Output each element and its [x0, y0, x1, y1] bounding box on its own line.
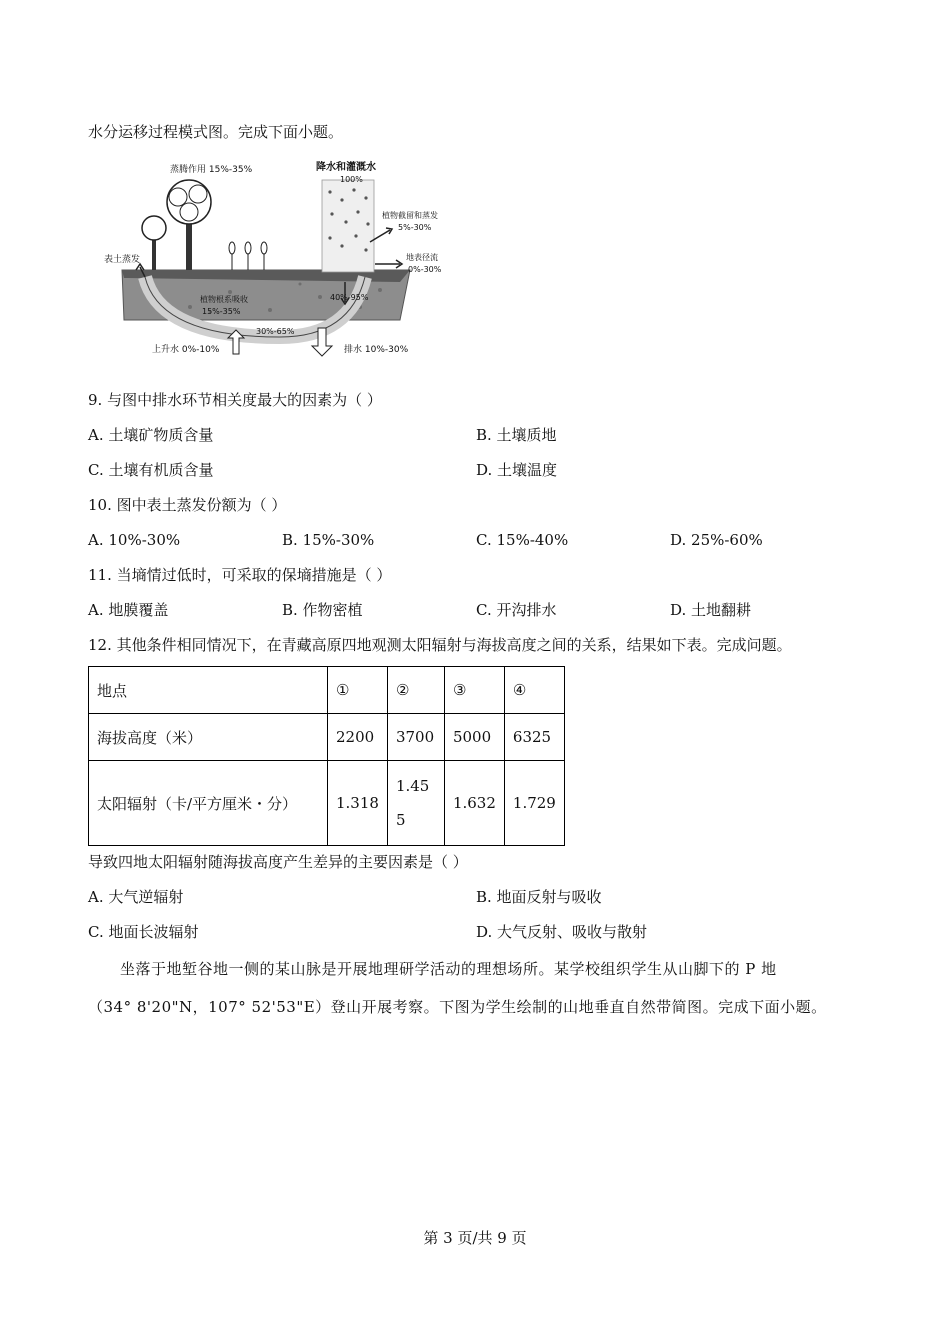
label-transpiration: 蒸腾作用 15%-35% [170, 165, 253, 175]
q11-option-d[interactable]: D. 土地翻耕 [670, 601, 752, 619]
table-row [89, 714, 565, 761]
table-cell: 5000 [444, 714, 504, 761]
label-runoff-pct: 0%-30% [408, 265, 442, 274]
table-row [89, 761, 565, 846]
label-precip-pct: 100% [340, 175, 363, 184]
label-deep-pct: 30%-65% [256, 327, 295, 336]
q12-question: 导致四地太阳辐射随海拔高度产生差异的主要因素是（ ） [88, 853, 468, 871]
table-cell: 海拔高度（米） [89, 714, 328, 761]
label-infil-pct: 40%-95% [330, 293, 369, 302]
table-cell: 太阳辐射（卡/平方厘米・分） [89, 761, 328, 846]
q12-option-c[interactable]: C. 地面长波辐射 [88, 923, 199, 941]
water-migration-diagram [100, 152, 470, 362]
table-cell: 1.632 [444, 761, 504, 846]
label-intercept-pct: 5%-30% [398, 223, 432, 232]
table-header-cell: ③ [444, 667, 504, 714]
label-drain: 排水 10%-30% [344, 345, 409, 355]
table-cell: 1.318 [328, 761, 388, 846]
passage-line-1: 坐落于地堑谷地一侧的某山脉是开展地理研学活动的理想场所。某学校组织学生从山脚下的 P 地 [120, 960, 777, 978]
q10-option-a[interactable]: A. 10%-30% [88, 531, 181, 549]
q10-option-d[interactable]: D. 25%-60% [670, 531, 763, 549]
q11-stem: 11. 当墒情过低时，可采取的保墒措施是（ ） [88, 566, 392, 584]
passage-line-2: （34° 8'20"N，107° 52'53"E）登山开展考察。下图为学生绘制的山地垂直自然带简图。完成下面小题。 [88, 998, 827, 1016]
radiation-altitude-table [88, 666, 565, 846]
q12-option-b[interactable]: B. 地面反射与吸收 [476, 888, 602, 906]
q10-option-c[interactable]: C. 15%-40% [476, 531, 569, 549]
table-header-cell: 地点 [89, 667, 328, 714]
label-upflow: 上升水 0%-10% [152, 345, 220, 355]
table-cell: 2200 [328, 714, 388, 761]
table-cell: 1.455 [387, 761, 444, 846]
q12-option-a[interactable]: A. 大气逆辐射 [88, 888, 184, 906]
q12-option-d[interactable]: D. 大气反射、吸收与散射 [476, 923, 648, 941]
q11-option-a[interactable]: A. 地膜覆盖 [88, 601, 169, 619]
q9-option-c[interactable]: C. 土壤有机质含量 [88, 461, 214, 479]
label-precip: 降水和灌溉水 [316, 162, 376, 173]
q10-stem: 10. 图中表土蒸发份额为（ ） [88, 496, 287, 514]
q12-stem: 12. 其他条件相同情况下，在青藏高原四地观测太阳辐射与海拔高度之间的关系，结果如下表。完成问题。 [88, 636, 792, 654]
table-header-cell: ④ [504, 667, 564, 714]
page-footer: 第 3 页/共 9 页 [423, 1229, 527, 1247]
table-row [89, 667, 565, 714]
table-header-cell: ① [328, 667, 388, 714]
q10-option-b[interactable]: B. 15%-30% [282, 531, 375, 549]
label-intercept: 植物截留和蒸发 [382, 211, 438, 220]
q9-option-d[interactable]: D. 土壤温度 [476, 461, 558, 479]
q11-option-b[interactable]: B. 作物密植 [282, 601, 363, 619]
table-cell: 6325 [504, 714, 564, 761]
q9-stem: 9. 与图中排水环节相关度最大的因素为（ ） [88, 391, 382, 409]
q9-option-a[interactable]: A. 土壤矿物质含量 [88, 426, 214, 444]
label-root-absorb: 植物根系吸收 [200, 295, 248, 304]
label-runoff: 地表径流 [406, 253, 438, 262]
intro-tail: 水分运移过程模式图。完成下面小题。 [88, 123, 344, 141]
q11-option-c[interactable]: C. 开沟排水 [476, 601, 557, 619]
label-root-pct: 15%-35% [202, 307, 241, 316]
label-surface-evap: 表土蒸发 [104, 255, 141, 265]
table-cell: 1.729 [504, 761, 564, 846]
table-cell: 3700 [387, 714, 444, 761]
q9-option-b[interactable]: B. 土壤质地 [476, 426, 557, 444]
tree-icon [142, 180, 211, 270]
table-header-cell: ② [387, 667, 444, 714]
